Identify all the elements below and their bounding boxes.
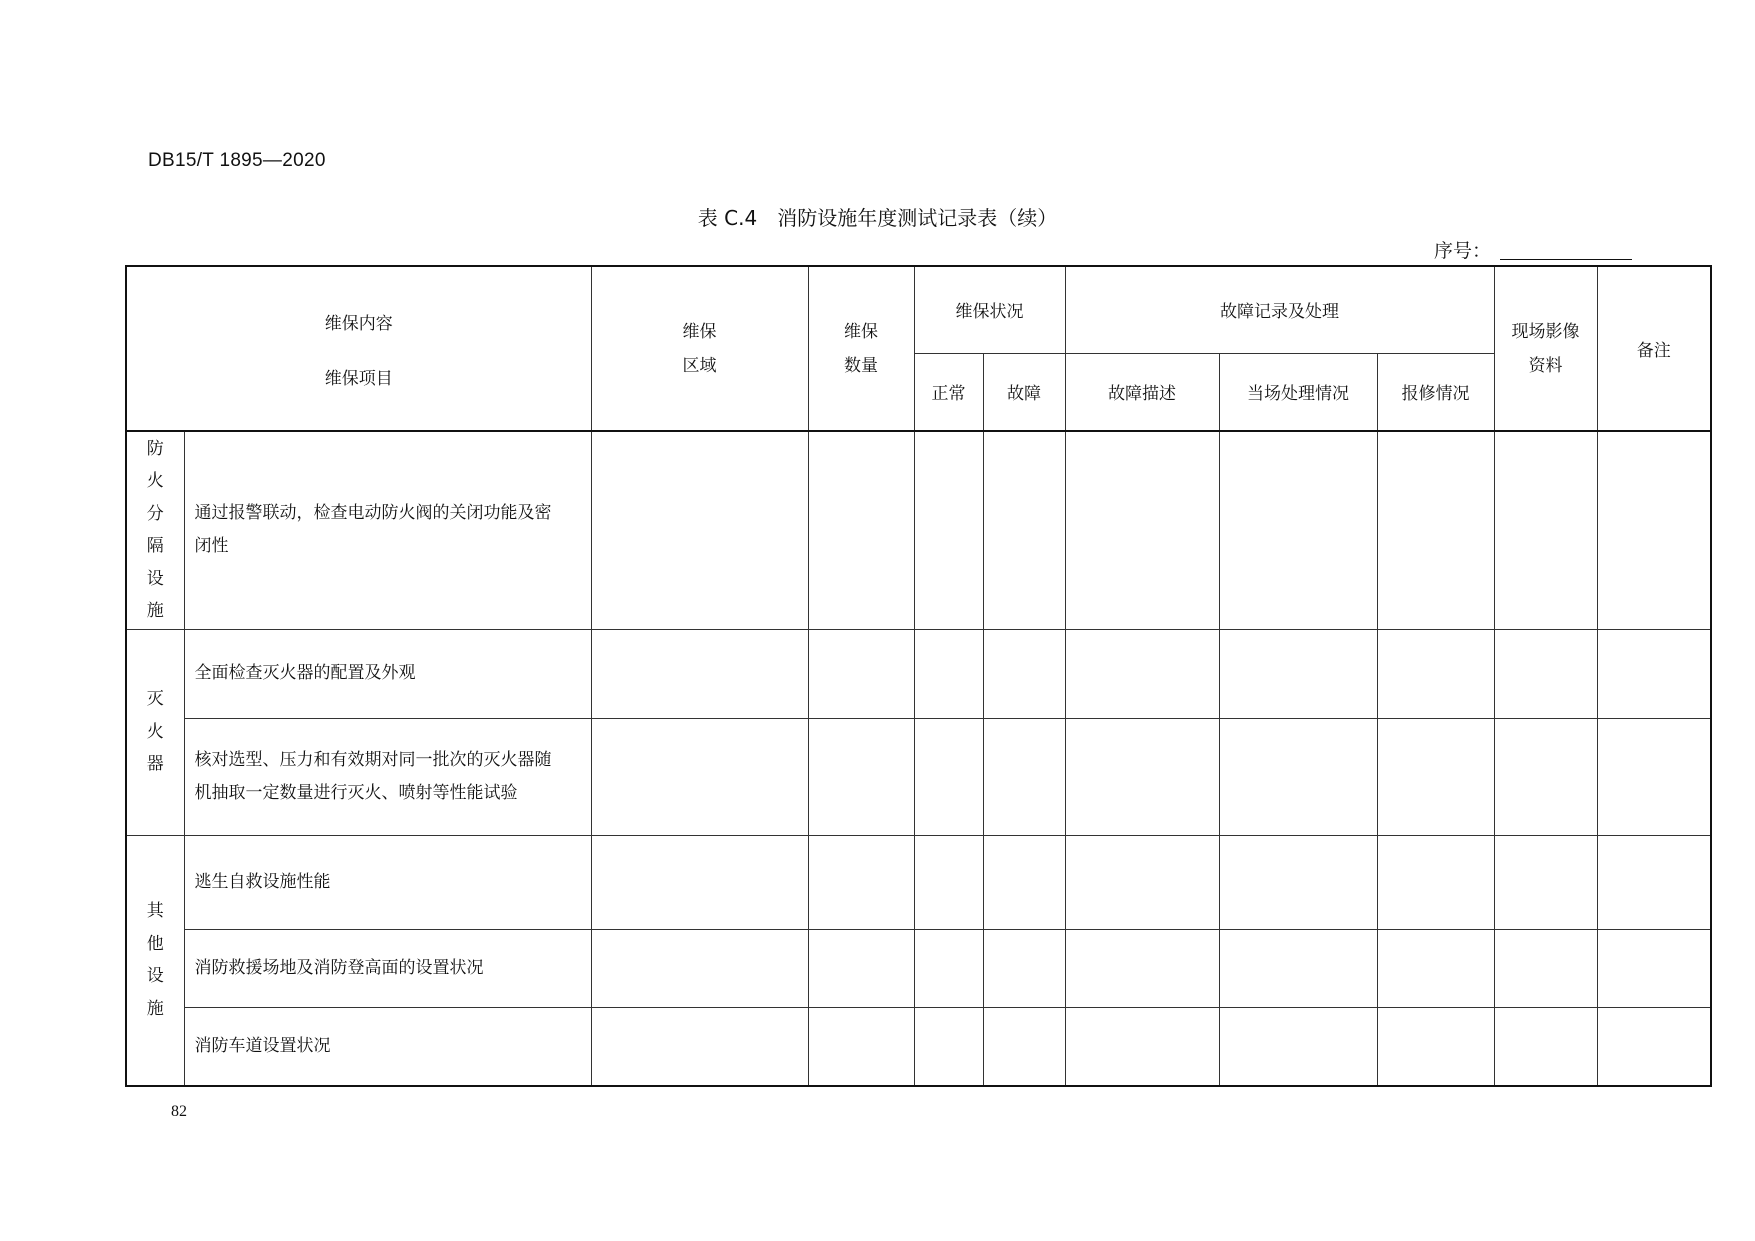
serial-number-label: 序号： <box>1434 240 1492 262</box>
serial-number-field[interactable] <box>1500 259 1632 260</box>
cell-remarks[interactable] <box>1597 718 1711 835</box>
page-number: 82 <box>171 1103 187 1120</box>
header-photo-line2: 资料 <box>1528 355 1563 376</box>
cell-fault-description[interactable] <box>1065 1007 1219 1086</box>
table-row <box>126 629 1711 718</box>
cell-fault-description[interactable] <box>1065 718 1219 835</box>
cell-normal[interactable] <box>914 1007 983 1086</box>
cell-fault[interactable] <box>983 718 1065 835</box>
cell-quantity[interactable] <box>808 1007 914 1086</box>
header-quantity-line2: 数量 <box>844 355 878 376</box>
cell-repair-report[interactable] <box>1377 1007 1494 1086</box>
cell-fault-description[interactable] <box>1065 431 1219 629</box>
cell-photo[interactable] <box>1494 718 1597 835</box>
cell-onsite-handling[interactable] <box>1219 718 1377 835</box>
cell-area[interactable] <box>591 1007 808 1086</box>
cell-repair-report[interactable] <box>1377 431 1494 629</box>
cell-photo[interactable] <box>1494 1007 1597 1086</box>
category-other-facilities: 其 他 设 施 <box>126 835 184 1086</box>
cell-onsite-handling[interactable] <box>1219 629 1377 718</box>
cell-fault-description[interactable] <box>1065 629 1219 718</box>
header-remarks: 备注 <box>1597 266 1711 431</box>
cell-fault[interactable] <box>983 835 1065 929</box>
cell-fault-description[interactable] <box>1065 835 1219 929</box>
cell-fault[interactable] <box>983 431 1065 629</box>
cell-normal[interactable] <box>914 431 983 629</box>
table-row <box>126 431 1711 629</box>
header-photo <box>1494 266 1597 431</box>
cell-quantity[interactable] <box>808 929 914 1007</box>
item-extinguisher-appearance: 全面检查灭火器的配置及外观 <box>184 629 591 718</box>
item-rescue-site: 消防救援场地及消防登高面的设置状况 <box>184 929 591 1007</box>
header-fault-record: 故障记录及处理 <box>1065 266 1494 353</box>
table-title: 表 C.4 消防设施年度测试记录表（续） <box>697 206 1058 230</box>
cell-fault[interactable] <box>983 929 1065 1007</box>
item-damper-linkage: 通过报警联动，检查电动防火阀的关闭功能及密 闭性 <box>184 431 591 629</box>
cell-area[interactable] <box>591 431 808 629</box>
cell-quantity[interactable] <box>808 718 914 835</box>
header-area <box>591 266 808 431</box>
cell-remarks[interactable] <box>1597 1007 1711 1086</box>
cell-onsite-handling[interactable] <box>1219 431 1377 629</box>
cell-area[interactable] <box>591 629 808 718</box>
cell-quantity[interactable] <box>808 431 914 629</box>
header-quantity-line1: 维保 <box>844 321 878 342</box>
cell-area[interactable] <box>591 835 808 929</box>
cell-normal[interactable] <box>914 718 983 835</box>
cell-onsite-handling[interactable] <box>1219 835 1377 929</box>
table-row <box>126 835 1711 929</box>
standard-code: DB15/T 1895—2020 <box>148 150 326 171</box>
header-area-line1: 维保 <box>682 321 717 342</box>
cell-quantity[interactable] <box>808 629 914 718</box>
cell-photo[interactable] <box>1494 835 1597 929</box>
header-maintenance-content <box>126 266 591 431</box>
cell-normal[interactable] <box>914 835 983 929</box>
cell-fault[interactable] <box>983 1007 1065 1086</box>
table-row <box>126 929 1711 1007</box>
cell-fault-description[interactable] <box>1065 929 1219 1007</box>
header-status-fault: 故障 <box>983 353 1065 431</box>
cell-photo[interactable] <box>1494 629 1597 718</box>
header-onsite-handling: 当场处理情况 <box>1219 353 1377 431</box>
maintenance-test-record-table <box>125 265 1712 1087</box>
cell-repair-report[interactable] <box>1377 929 1494 1007</box>
cell-remarks[interactable] <box>1597 431 1711 629</box>
cell-fault[interactable] <box>983 629 1065 718</box>
item-extinguisher-sampling-test: 核对选型、压力和有效期对同一批次的灭火器随 机抽取一定数量进行灭火、喷射等性能试验 <box>184 718 591 835</box>
cell-photo[interactable] <box>1494 431 1597 629</box>
header-fault-description: 故障描述 <box>1065 353 1219 431</box>
cell-area[interactable] <box>591 718 808 835</box>
category-extinguisher: 灭 火 器 <box>126 629 184 835</box>
header-item-label: 维保项目 <box>324 368 393 389</box>
cell-normal[interactable] <box>914 629 983 718</box>
header-status: 维保状况 <box>914 266 1065 353</box>
item-fire-lane: 消防车道设置状况 <box>184 1007 591 1086</box>
table-row <box>126 718 1711 835</box>
cell-remarks[interactable] <box>1597 629 1711 718</box>
cell-quantity[interactable] <box>808 835 914 929</box>
cell-normal[interactable] <box>914 929 983 1007</box>
cell-repair-report[interactable] <box>1377 629 1494 718</box>
header-area-line2: 区域 <box>682 355 717 376</box>
header-content-label: 维保内容 <box>324 313 393 334</box>
category-fire-separation: 防 火 分 隔 设 施 <box>126 431 184 629</box>
cell-onsite-handling[interactable] <box>1219 929 1377 1007</box>
header-photo-line1: 现场影像 <box>1511 321 1580 342</box>
table-row <box>126 1007 1711 1086</box>
cell-remarks[interactable] <box>1597 835 1711 929</box>
header-quantity <box>808 266 914 431</box>
item-escape-facilities: 逃生自救设施性能 <box>184 835 591 929</box>
cell-remarks[interactable] <box>1597 929 1711 1007</box>
cell-area[interactable] <box>591 929 808 1007</box>
header-repair-report: 报修情况 <box>1377 353 1494 431</box>
header-status-normal: 正常 <box>914 353 983 431</box>
cell-repair-report[interactable] <box>1377 835 1494 929</box>
cell-photo[interactable] <box>1494 929 1597 1007</box>
cell-repair-report[interactable] <box>1377 718 1494 835</box>
cell-onsite-handling[interactable] <box>1219 1007 1377 1086</box>
